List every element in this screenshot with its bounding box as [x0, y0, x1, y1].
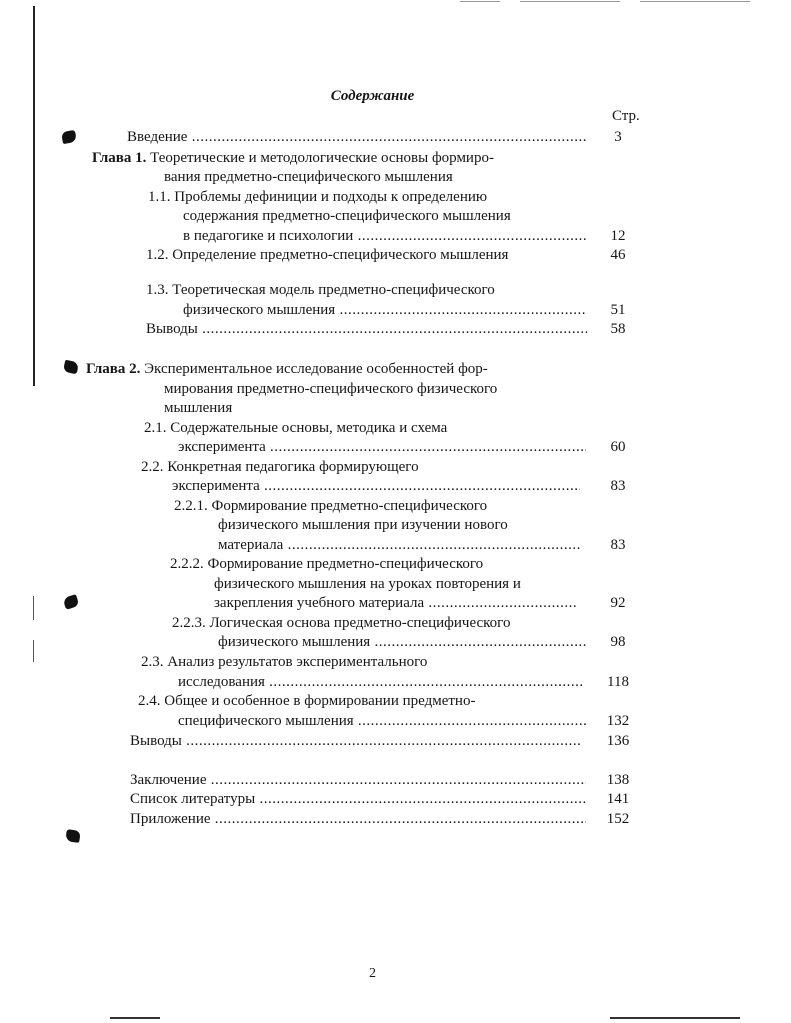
toc-entry: мышления	[164, 400, 233, 416]
scan-smudge	[63, 360, 79, 375]
toc-entry: 2.1. Содержательные основы, методика и схема	[144, 420, 448, 436]
toc-page-number: 136	[606, 733, 630, 749]
toc-entry: 2.4. Общее и особенное в формировании предметно-	[138, 693, 476, 709]
page-column-header: Стр.	[612, 108, 640, 124]
toc-chapter-heading	[92, 149, 494, 167]
scan-artifact	[520, 1, 620, 2]
toc-entry: 1.3. Теоретическая модель предметно-специфического	[146, 282, 495, 298]
chapter-title: Экспериментальное исследование особенностей фор-	[140, 361, 488, 377]
toc-page-number: 92	[610, 595, 626, 611]
scan-edge-line	[33, 596, 34, 620]
toc-entry: 2.2. Конкретная педагогика формирующего	[141, 459, 419, 475]
scan-smudge	[62, 594, 79, 610]
toc-page-number: 118	[607, 674, 629, 690]
chapter-title: Теоретические и методологические основы формиро-	[146, 150, 494, 166]
toc-page-number: 83	[610, 478, 626, 494]
chapter-label: Глава 2.	[86, 361, 141, 377]
toc-entry: Заключение .....	[130, 771, 586, 789]
toc-entry: закрепления учебного материала .....	[214, 594, 578, 612]
toc-page-number: 12	[610, 228, 626, 244]
toc-page-number: 83	[610, 537, 626, 553]
toc-entry: 2.2.2. Формирование предметно-специфического	[170, 556, 484, 572]
toc-entry: вания предметно-специфического мышления	[164, 169, 453, 185]
toc-entry: 1.1. Проблемы дефиниции и подходы к определению	[148, 189, 488, 205]
toc-page-number: 3	[614, 129, 622, 145]
page-title: Содержание	[330, 88, 415, 104]
toc-chapter-heading	[86, 360, 488, 378]
toc-page-number: 51	[610, 302, 626, 318]
toc-entry: Выводы .....	[130, 732, 580, 750]
toc-entry: 1.2. Определение предметно-специфического мышления	[146, 247, 509, 263]
toc-page-number: 138	[606, 772, 630, 788]
scan-artifact	[110, 1017, 160, 1019]
scan-smudge	[65, 829, 81, 843]
toc-entry: эксперимента .....	[172, 477, 580, 495]
chapter-label: Глава 1.	[92, 150, 147, 166]
toc-entry: 2.2.3. Логическая основа предметно-специфического	[172, 615, 511, 631]
scan-edge-line	[33, 640, 34, 662]
toc-entry: 2.2.1. Формирование предметно-специфического	[174, 498, 488, 514]
page-number: 2	[369, 966, 376, 981]
scan-edge-line	[33, 6, 35, 386]
toc-entry: исследования .....	[178, 673, 584, 691]
toc-entry: физического мышления .....	[183, 301, 587, 319]
toc-page-number: 152	[606, 811, 630, 827]
scan-artifact	[610, 1017, 740, 1019]
toc-entry: 2.3. Анализ результатов экспериментального	[141, 654, 428, 670]
toc-page-number: 46	[610, 247, 626, 263]
scan-artifact	[640, 1, 750, 2]
toc-entry: эксперимента .....	[178, 438, 586, 456]
toc-page-number: 58	[610, 321, 626, 337]
toc-entry: физического мышления .....	[218, 633, 586, 651]
toc-entry: Введение .....	[127, 128, 587, 146]
toc-entry: в педагогике и психологии .....	[183, 227, 587, 245]
toc-page-number: 98	[610, 634, 626, 650]
toc-entry: Список литературы .....	[130, 790, 586, 808]
toc-entry: специфического мышления .....	[178, 712, 586, 730]
toc-page-number: 141	[606, 791, 630, 807]
toc-entry: физического мышления при изучении нового	[218, 517, 508, 533]
toc-entry: содержания предметно-специфического мышления	[183, 208, 511, 224]
scan-smudge	[61, 130, 77, 144]
toc-page-number: 60	[610, 439, 626, 455]
toc-page-number: 132	[606, 713, 630, 729]
scan-artifact	[460, 1, 500, 2]
toc-entry: мирования предметно-специфического физического	[164, 381, 498, 397]
toc-entry: физического мышления на уроках повторения и	[214, 576, 521, 592]
toc-entry: Приложение .....	[130, 810, 586, 828]
toc-entry: Выводы .....	[146, 320, 587, 338]
toc-entry: материала .....	[218, 536, 580, 554]
